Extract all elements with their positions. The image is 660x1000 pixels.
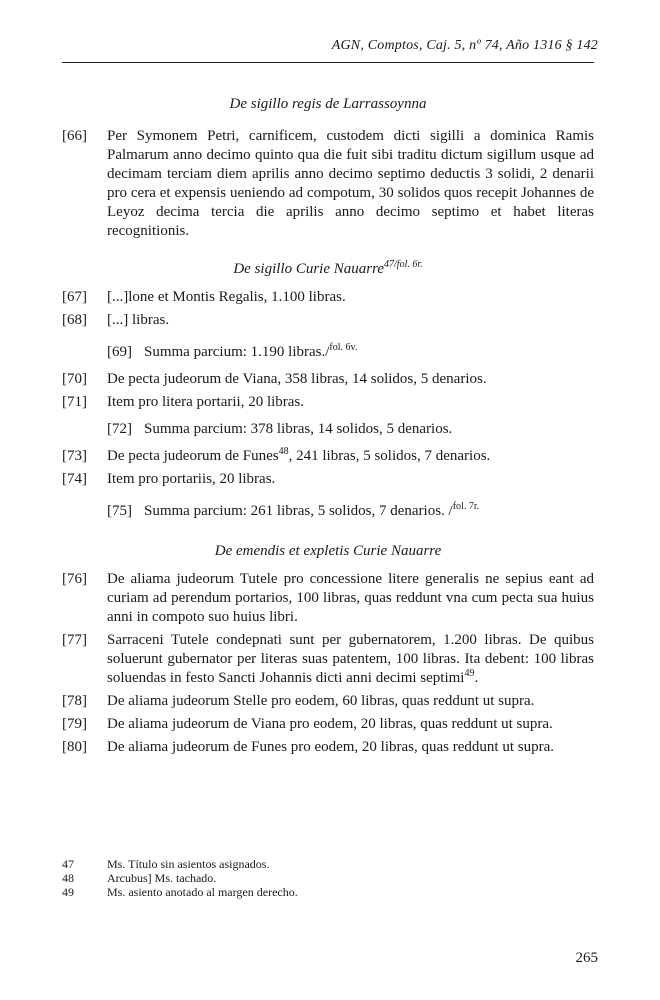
header-rule	[62, 62, 594, 63]
footnote-number: 49	[62, 885, 74, 899]
entry-78	[62, 692, 594, 711]
entry-73	[62, 447, 594, 466]
entry-number: [77]	[62, 632, 87, 648]
section-title-text: De sigillo Curie Nauarre	[233, 261, 385, 277]
entry-text: De pecta judeorum de Viana, 358 libras, 14 solidos, 5 denarios.	[107, 371, 487, 387]
entry-text: Sarraceni Tutele condepnati sunt per gubernatorem, 1.200 libras. De quibus soluerunt gubernator per literas suas patentem, 100 libras. Ita debent: 100 libras soluendas in festo Sancti Johannis dicti anni decimi septimi	[107, 632, 594, 686]
section-title	[62, 259, 594, 278]
entry-text: Summa parcium: 261 libras, 5 solidos, 7 denarios. /	[144, 503, 453, 519]
running-header: AGN, Comptos, Caj. 5, nº 74, Año 1316 § 142	[331, 38, 598, 53]
entry-number: [71]	[62, 394, 87, 410]
entry-74	[62, 470, 594, 489]
entry-text: De aliama judeorum de Funes pro eodem, 20 libras, quas reddunt ut supra.	[107, 739, 554, 755]
entry-text: De aliama judeorum Stelle pro eodem, 60 libras, quas reddunt ut supra.	[107, 693, 535, 709]
section-title: De emendis et expletis Curie Nauarre	[214, 543, 442, 559]
folio-marker: fol. 6v.	[329, 342, 358, 353]
footnote-ref: 47	[384, 259, 395, 270]
entry-77	[62, 631, 594, 688]
section-title: De sigillo regis de Larrassoynna	[229, 96, 427, 112]
entry-number: [67]	[62, 289, 87, 305]
footnote-ref: 48	[278, 446, 289, 457]
entry-76	[62, 570, 594, 627]
entry-number: [68]	[62, 312, 87, 328]
entry-text: Item pro litera portarii, 20 libras.	[107, 394, 305, 410]
footnote-ref: 49	[464, 668, 475, 679]
footnote-48	[62, 871, 594, 885]
entry-text: Summa parcium: 378 libras, 14 solidos, 5 denarios.	[144, 421, 453, 437]
entry-text: [...] libras.	[107, 312, 170, 328]
footnote-47	[62, 857, 594, 871]
folio-marker: fol. 7r.	[452, 501, 480, 512]
footnote-number: 48	[62, 871, 74, 885]
entry-70	[62, 370, 594, 389]
page-number: 265	[575, 950, 598, 966]
footnote-text: Ms. Título sin asientos asignados.	[107, 857, 270, 871]
entry-text: Item pro portariis, 20 libras.	[107, 471, 276, 487]
entry-66	[62, 127, 594, 241]
entry-number: [75]	[107, 503, 132, 519]
entry-number: [72]	[107, 421, 132, 437]
subtotal-75	[62, 497, 594, 521]
entry-text: De pecta judeorum de Funes	[107, 448, 279, 464]
entry-number: [69]	[107, 344, 132, 360]
entry-number: [80]	[62, 739, 87, 755]
entry-68	[62, 311, 594, 330]
entry-text-tail: .	[474, 670, 479, 686]
footnote-text: Ms. asiento anotado al margen derecho.	[107, 885, 298, 899]
footnotes	[62, 857, 594, 899]
folio-marker: /fol. 6r.	[394, 259, 423, 270]
entry-number: [66]	[62, 128, 87, 144]
entry-number: [74]	[62, 471, 87, 487]
footnote-text: Arcubus] Ms. tachado.	[107, 871, 217, 885]
main-text	[62, 86, 594, 757]
footnote-49	[62, 885, 594, 899]
entry-number: [70]	[62, 371, 87, 387]
entry-number: [78]	[62, 693, 87, 709]
entry-text-cont: , 241 libras, 5 solidos, 7 denarios.	[288, 448, 491, 464]
entry-text: Summa parcium: 1.190 libras./	[144, 344, 330, 360]
entry-71	[62, 393, 594, 412]
entry-79	[62, 715, 594, 734]
entry-text: De aliama judeorum Tutele pro concessione litere generalis ne sepius eant ad curiam ad perendum portarios, 100 libras, quas reddunt vna cum pecta sua huius anni in compoto suo huius libri.	[107, 571, 594, 625]
entry-number: [73]	[62, 448, 87, 464]
entry-text: De aliama judeorum de Viana pro eodem, 20 libras, quas reddunt ut supra.	[107, 716, 553, 732]
entry-80	[62, 738, 594, 757]
entry-text: [...]lone et Montis Regalis, 1.100 libras.	[107, 289, 346, 305]
subtotal-69	[62, 338, 594, 362]
subtotal-72	[62, 420, 594, 439]
entry-number: [76]	[62, 571, 87, 587]
entry-text: Per Symonem Petri, carnificem, custodem dicti sigilli a dominica Ramis Palmarum anno decimo quinto qua die fuit sibi traditu dictum sigillum usque ad decimam terciam diem aprilis anno decimo septimo deductis 3 solidi, 2 denarii pro cera et expensis ueniendo ad compotum, 30 solidos quos recepit Johannes de Leyoz decima tercia die aprilis anno decimo septimo et habet literas recognitionis.	[107, 128, 594, 239]
entry-67	[62, 288, 594, 307]
entry-number: [79]	[62, 716, 87, 732]
footnote-number: 47	[62, 857, 74, 871]
